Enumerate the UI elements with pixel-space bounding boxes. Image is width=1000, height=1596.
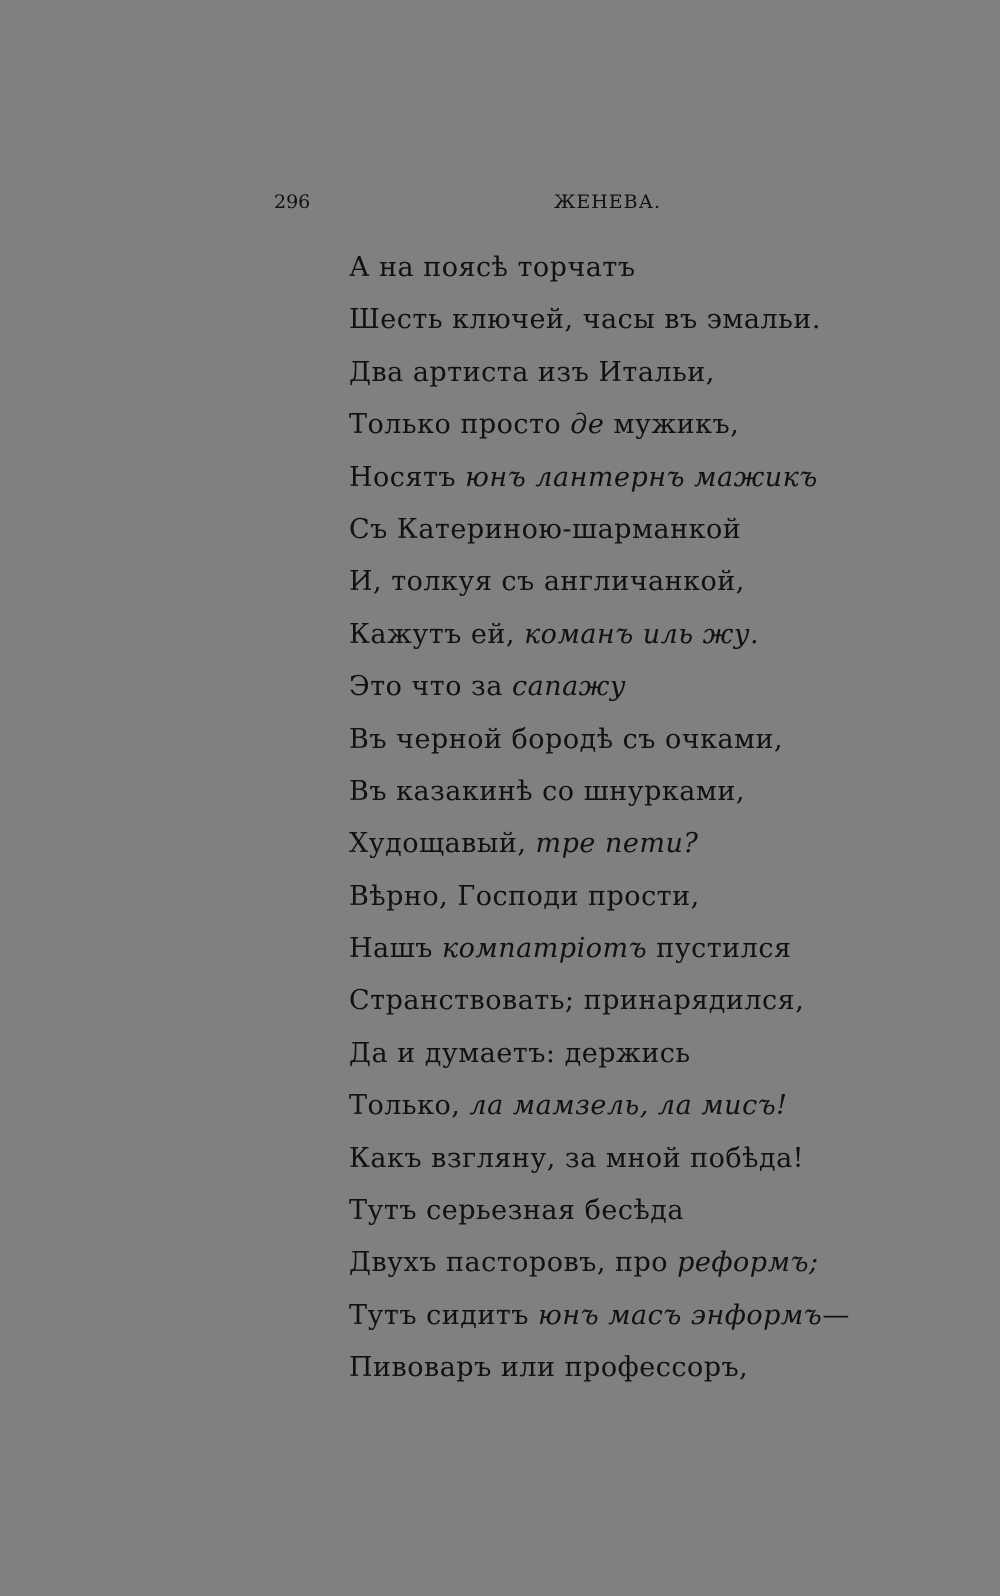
line-text: Кажутъ ей, bbox=[349, 618, 525, 650]
line-text: Пивоваръ или профессоръ, bbox=[349, 1352, 749, 1384]
poem-line bbox=[349, 514, 969, 566]
line-text: Нашъ bbox=[349, 933, 443, 965]
italic-phrase: команъ иль жу. bbox=[524, 618, 760, 650]
line-text: — bbox=[822, 1299, 850, 1331]
poem-line bbox=[349, 409, 969, 461]
poem-line bbox=[349, 1247, 969, 1299]
poem-line bbox=[349, 1195, 969, 1247]
line-text: Странствовать; принарядился, bbox=[349, 985, 805, 1017]
poem-line bbox=[349, 776, 969, 828]
poem-line bbox=[349, 933, 969, 985]
poem bbox=[349, 252, 969, 1405]
italic-phrase: ла мамзель, ла мисъ! bbox=[469, 1090, 788, 1122]
poem-line bbox=[349, 985, 969, 1037]
poem-line bbox=[349, 724, 969, 776]
poem-line bbox=[349, 1352, 969, 1404]
line-text: пустился bbox=[647, 933, 792, 965]
line-text: Въ черной бородѣ съ очками, bbox=[349, 723, 784, 755]
line-text: А на поясѣ торчатъ bbox=[349, 252, 636, 283]
italic-phrase: де bbox=[570, 409, 605, 441]
line-text: Носятъ bbox=[349, 461, 466, 493]
line-text: Шесть ключей, часы въ эмальи. bbox=[349, 304, 821, 336]
line-text: Въ казакинѣ со шнурками, bbox=[349, 775, 745, 807]
line-text: Какъ взгляну, за мной побѣда! bbox=[349, 1142, 805, 1174]
italic-phrase: тре пети? bbox=[535, 828, 699, 860]
poem-line bbox=[349, 671, 969, 723]
italic-phrase: реформъ; bbox=[677, 1247, 819, 1279]
line-text: Съ Катериною-шарманкой bbox=[349, 513, 742, 545]
line-text: мужикъ, bbox=[604, 409, 740, 441]
poem-line bbox=[349, 1090, 969, 1142]
italic-phrase: сапажу bbox=[511, 671, 627, 703]
poem-line bbox=[349, 357, 969, 409]
poem-line bbox=[349, 1038, 969, 1090]
line-text: Вѣрно, Господи прости, bbox=[349, 880, 700, 912]
line-text: Только просто bbox=[349, 409, 571, 441]
poem-line bbox=[349, 828, 969, 880]
italic-phrase: юнъ масъ энформъ bbox=[538, 1299, 823, 1331]
poem-line bbox=[349, 1143, 969, 1195]
running-head: ЖЕНЕВА. bbox=[554, 191, 662, 213]
italic-phrase: компатріотъ bbox=[442, 933, 648, 965]
poem-line bbox=[349, 252, 969, 304]
poem-line bbox=[349, 566, 969, 618]
line-text: Худощавый, bbox=[349, 828, 536, 860]
poem-line bbox=[349, 304, 969, 356]
italic-phrase: юнъ лантернъ мажикъ bbox=[465, 461, 818, 493]
line-text: Тутъ сидитъ bbox=[349, 1299, 539, 1331]
poem-line bbox=[349, 881, 969, 933]
poem-line bbox=[349, 619, 969, 671]
line-text: Два артиста изъ Итальи, bbox=[349, 356, 715, 388]
line-text: Это что за bbox=[349, 671, 512, 703]
line-text: Тутъ серьезная бесѣда bbox=[349, 1195, 684, 1227]
poem-line bbox=[349, 462, 969, 514]
line-text: Да и думаетъ: держись bbox=[349, 1037, 691, 1069]
line-text: И, толкуя съ англичанкой, bbox=[349, 566, 745, 598]
page-number: 296 bbox=[274, 191, 311, 213]
poem-line bbox=[349, 1300, 969, 1352]
line-text: Двухъ пасторовъ, про bbox=[349, 1247, 678, 1279]
line-text: Только, bbox=[349, 1090, 470, 1122]
